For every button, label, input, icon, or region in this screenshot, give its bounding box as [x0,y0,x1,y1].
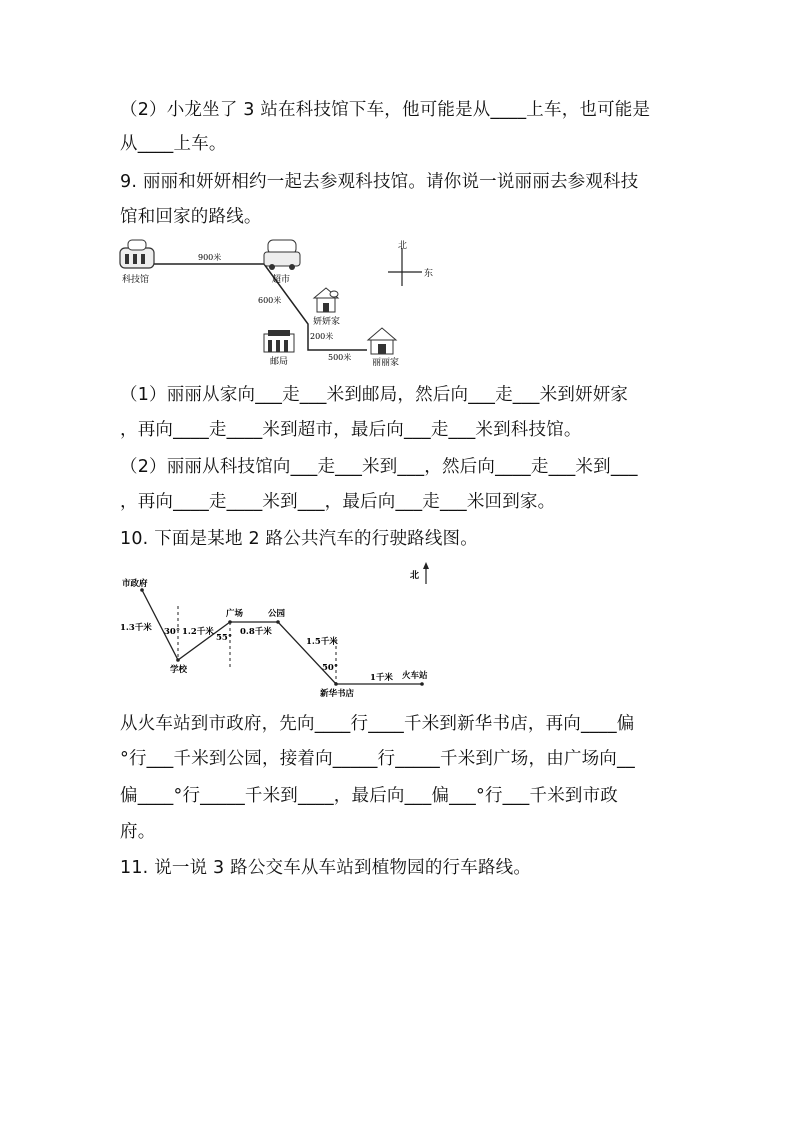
label-900m: 900米 [198,253,222,262]
label-600m: 600米 [258,296,282,305]
q9-title-line2: 馆和回家的路线。 [120,207,262,227]
label-kejiguan: 科技馆 [122,275,150,285]
q10-line2: °行___千米到公园，接着向_____行_____千米到广场，由广场向__ [120,749,635,769]
label-guangchang: 广场 [226,609,244,619]
q10-line4: 府。 [120,822,156,842]
q10-compass-north: 北 [410,571,420,581]
label-gongyuan: 公园 [268,609,286,619]
label-1.5km: 1.5千米 [306,637,338,647]
chaoshi-icon [264,240,300,270]
lilijia-icon [368,328,396,354]
yanyanjia-icon [314,288,338,312]
q9-part1-line2: ，再向____走____米到超市，最后向___走___米到科技馆。 [120,420,582,440]
youju-icon [264,330,294,352]
label-500m: 500米 [328,353,352,362]
label-shizhengfu: 市政府 [122,579,148,589]
label-huochezhan: 火车站 [402,671,428,681]
compass-north: 北 [398,241,408,251]
label-chaoshi: 超市 [272,275,291,285]
label-youju: 邮局 [270,357,289,367]
label-55deg: 55° [216,633,233,643]
q9-part1-line1: （1）丽丽从家向___走___米到邮局，然后向___走___米到妍妍家 [120,385,629,405]
label-1.2km: 1.2千米 [182,627,214,637]
q9-route-map [112,236,452,370]
label-30deg: 30° [164,627,181,637]
q9-part2-line2: ，再向____走____米到___，最后向___走___米回到家。 [120,492,556,512]
label-1.3km: 1.3千米 [120,623,152,633]
label-lilijia: 丽丽家 [372,358,400,368]
kejiguan-icon [120,240,154,268]
q8-part2-line1: （2）小龙坐了 3 站在科技馆下车，他可能是从____上车，也可能是 [120,100,651,120]
q9-title-line1: 9. 丽丽和妍妍相约一起去参观科技馆。请你说一说丽丽去参观科技 [120,172,639,192]
label-xinhua: 新华书店 [320,689,355,698]
label-yanyanjia: 妍妍家 [313,317,341,327]
q10-line3: 偏____°行_____千米到____，最后向___偏___°行___千米到市政 [120,786,618,806]
q10-line1: 从火车站到市政府，先向____行____千米到新华书店，再向____偏 [120,714,635,734]
q10-title: 10. 下面是某地 2 路公共汽车的行驶路线图。 [120,529,478,549]
label-0.8km: 0.8千米 [240,627,272,637]
q11-title: 11. 说一说 3 路公交车从车站到植物园的行车路线。 [120,858,532,878]
label-xuexiao: 学校 [170,665,188,675]
q10-route-map [112,560,442,698]
q9-part2-line1: （2）丽丽从科技馆向___走___米到___，然后向____走___米到___ [120,457,638,477]
compass-east: 东 [424,269,434,279]
label-50deg: 50° [322,663,339,673]
q8-part2-line2: 从____上车。 [120,134,227,154]
label-200m: 200米 [310,332,334,341]
label-1km: 1千米 [370,673,393,683]
